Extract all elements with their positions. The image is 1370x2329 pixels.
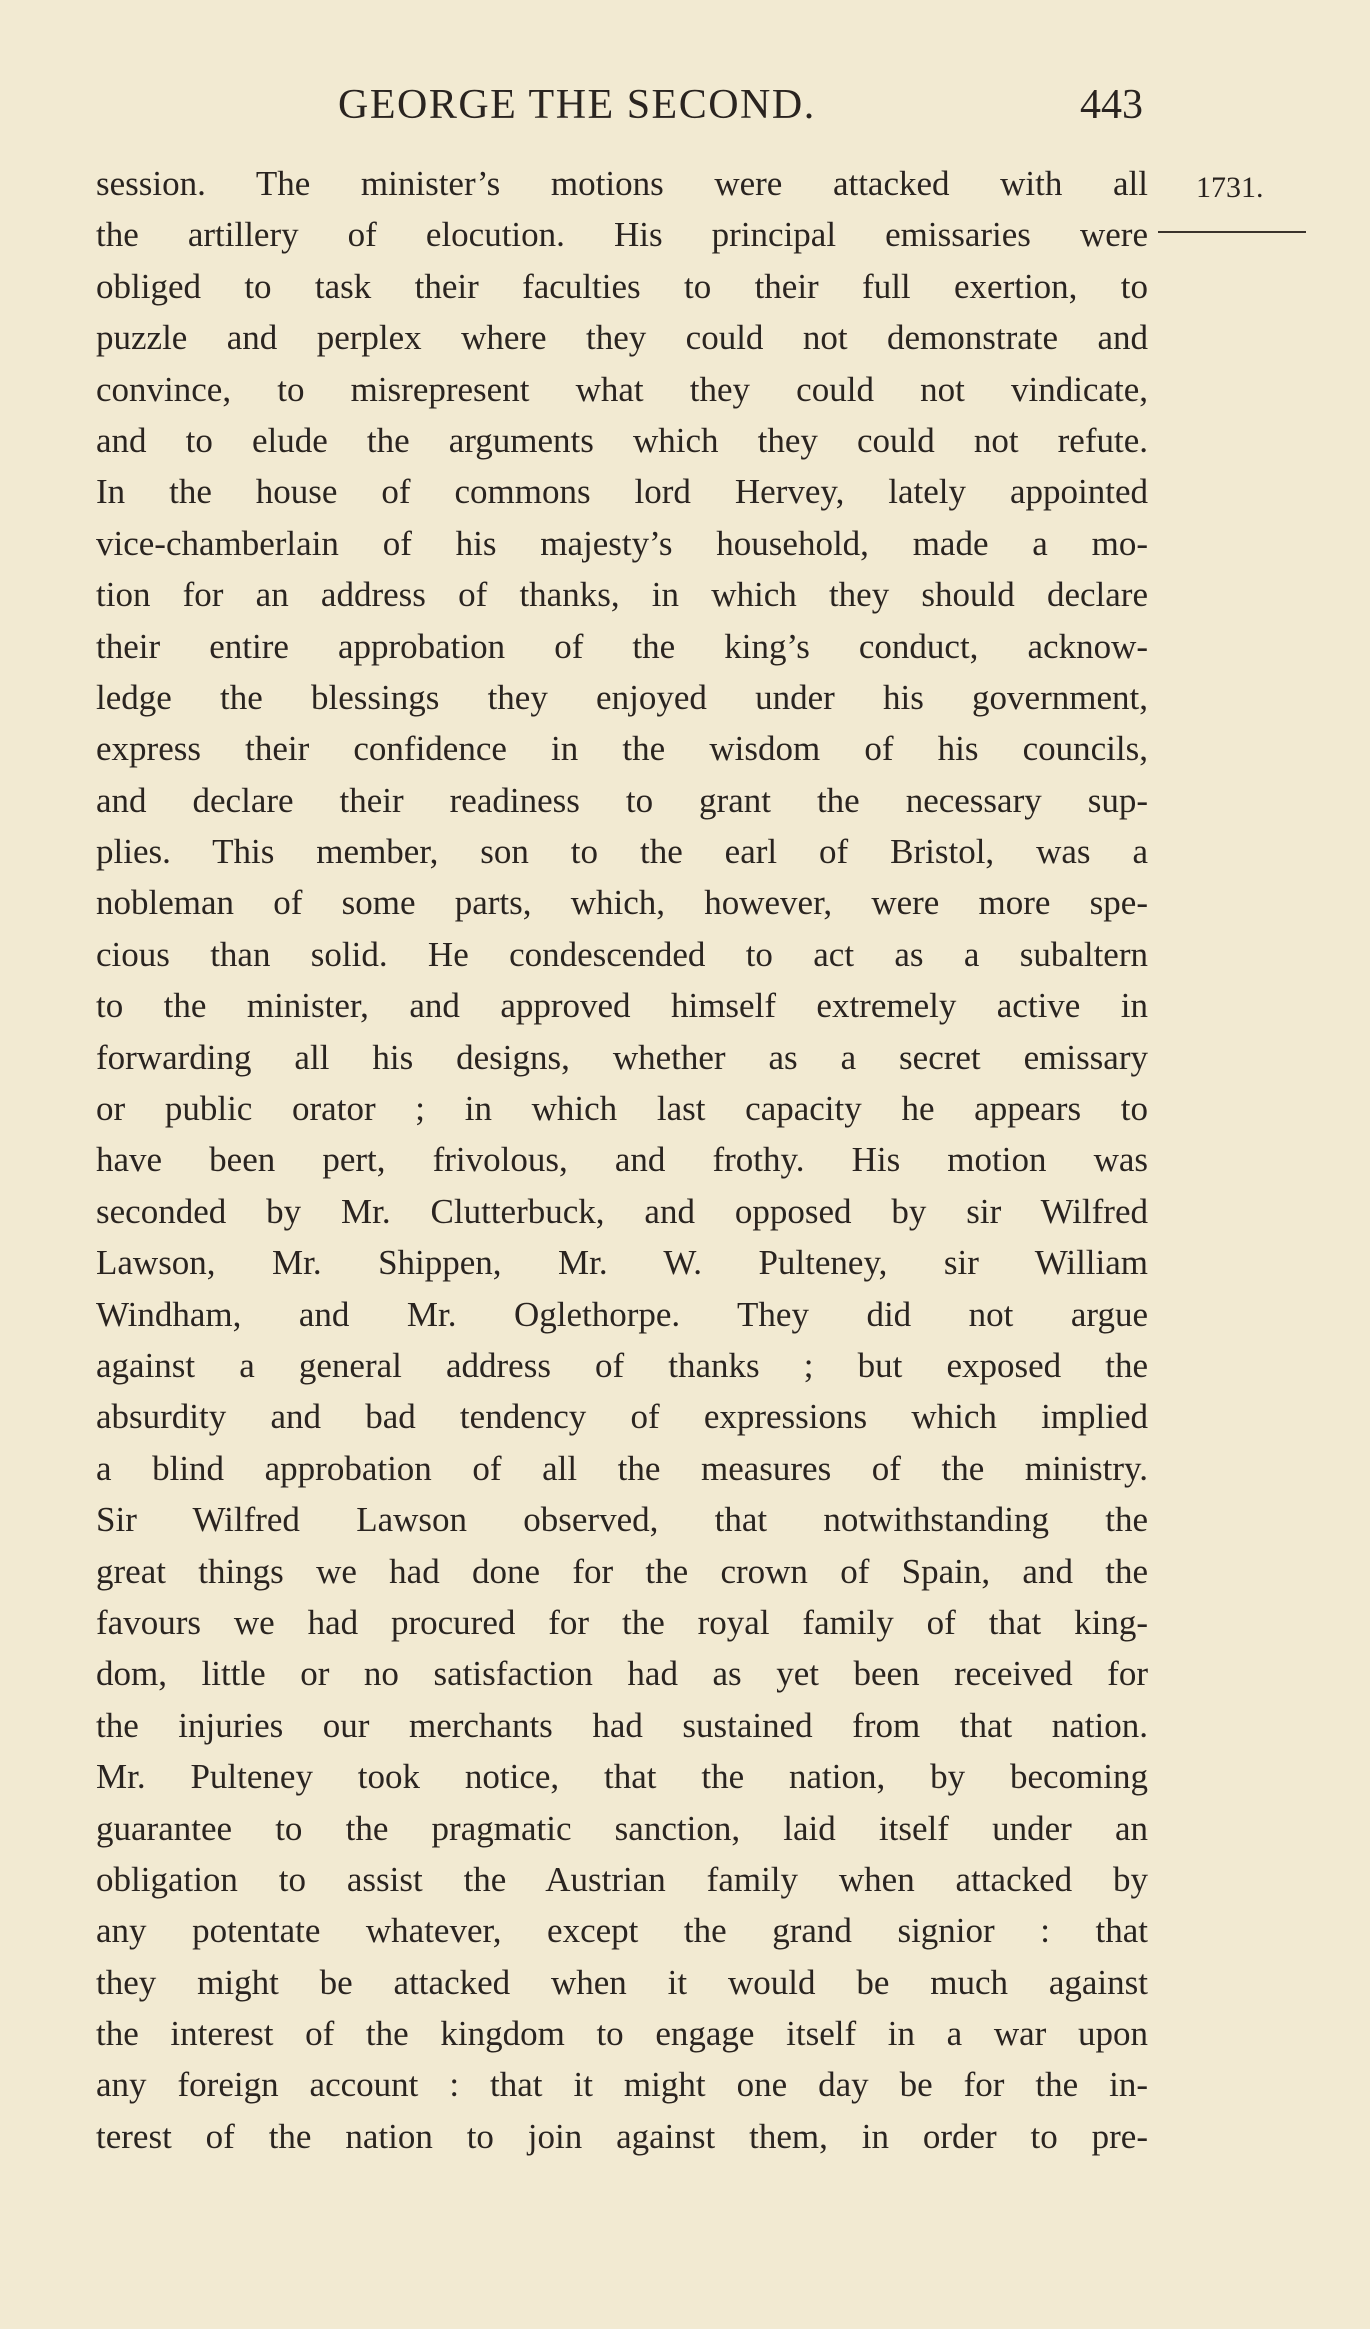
text-line: Lawson, Mr. Shippen, Mr. W. Pulteney, sir William [96,1243,1148,1283]
margin-year-note: 1731. [1196,171,1264,204]
body-text [96,158,1148,2162]
text-line: convince, to misrepresent what they could not vindicate, [96,369,1148,409]
text-line: In the house of commons lord Hervey, lately appointed [96,472,1148,512]
text-line: to the minister, and approved himself extremely active in [96,986,1148,1026]
text-line: tion for an address of thanks, in which they should declare [96,575,1148,615]
text-line: Windham, and Mr. Oglethorpe. They did not argue [96,1294,1148,1334]
text-line: puzzle and perplex where they could not demonstrate and [96,318,1148,358]
text-line: favours we had procured for the royal family of that king- [96,1602,1148,1642]
text-line: obliged to task their faculties to their full exertion, to [96,266,1148,306]
text-line: Sir Wilfred Lawson observed, that notwithstanding the [96,1500,1148,1540]
text-line: any potentate whatever, except the grand signior : that [96,1911,1148,1951]
text-line: express their confidence in the wisdom of his councils, [96,729,1148,769]
text-line: they might be attacked when it would be much against [96,1962,1148,2002]
text-line: Mr. Pulteney took notice, that the nation, by becoming [96,1757,1148,1797]
text-line: against a general address of thanks ; but exposed the [96,1345,1148,1385]
text-line: cious than solid. He condescended to act as a subaltern [96,934,1148,974]
text-line: session. The minister’s motions were attacked with all [96,164,1148,203]
text-line: and to elude the arguments which they could not refute. [96,420,1148,460]
text-line: any foreign account : that it might one day be for the in- [96,2065,1148,2105]
text-line: the interest of the kingdom to engage itself in a war upon [96,2014,1148,2054]
text-line: plies. This member, son to the earl of Bristol, was a [96,832,1148,872]
text-line: dom, little or no satisfaction had as yet been received for [96,1654,1148,1694]
text-line: vice-chamberlain of his majesty’s household, made a mo- [96,523,1148,563]
text-line: great things we had done for the crown of Spain, and the [96,1551,1148,1591]
text-line: obligation to assist the Austrian family when attacked by [96,1859,1148,1899]
margin-rule [1158,231,1306,233]
text-line: their entire approbation of the king’s conduct, acknow- [96,626,1148,666]
text-line: the injuries our merchants had sustained from that nation. [96,1705,1148,1745]
running-head [0,80,1370,130]
text-line: and declare their readiness to grant the necessary sup- [96,780,1148,820]
text-line: a blind approbation of all the measures of the ministry. [96,1448,1148,1488]
text-line: ledge the blessings they enjoyed under his government, [96,677,1148,717]
text-line: guarantee to the pragmatic sanction, laid itself under an [96,1808,1148,1848]
text-line: nobleman of some parts, which, however, were more spe- [96,883,1148,923]
text-line: or public orator ; in which last capacity he appears to [96,1089,1148,1129]
page-number: 443 [1080,82,1143,128]
text-line: absurdity and bad tendency of expressions which implied [96,1397,1148,1437]
text-line: have been pert, frivolous, and frothy. His motion was [96,1140,1148,1180]
text-line: the artillery of elocution. His principal emissaries were [96,215,1148,255]
text-line: seconded by Mr. Clutterbuck, and opposed by sir Wilfred [96,1191,1148,1231]
running-title: GEORGE THE SECOND. [338,82,816,128]
text-line: forwarding all his designs, whether as a secret emissary [96,1037,1148,1077]
text-line: terest of the nation to join against them, in order to pre- [96,2116,1148,2156]
